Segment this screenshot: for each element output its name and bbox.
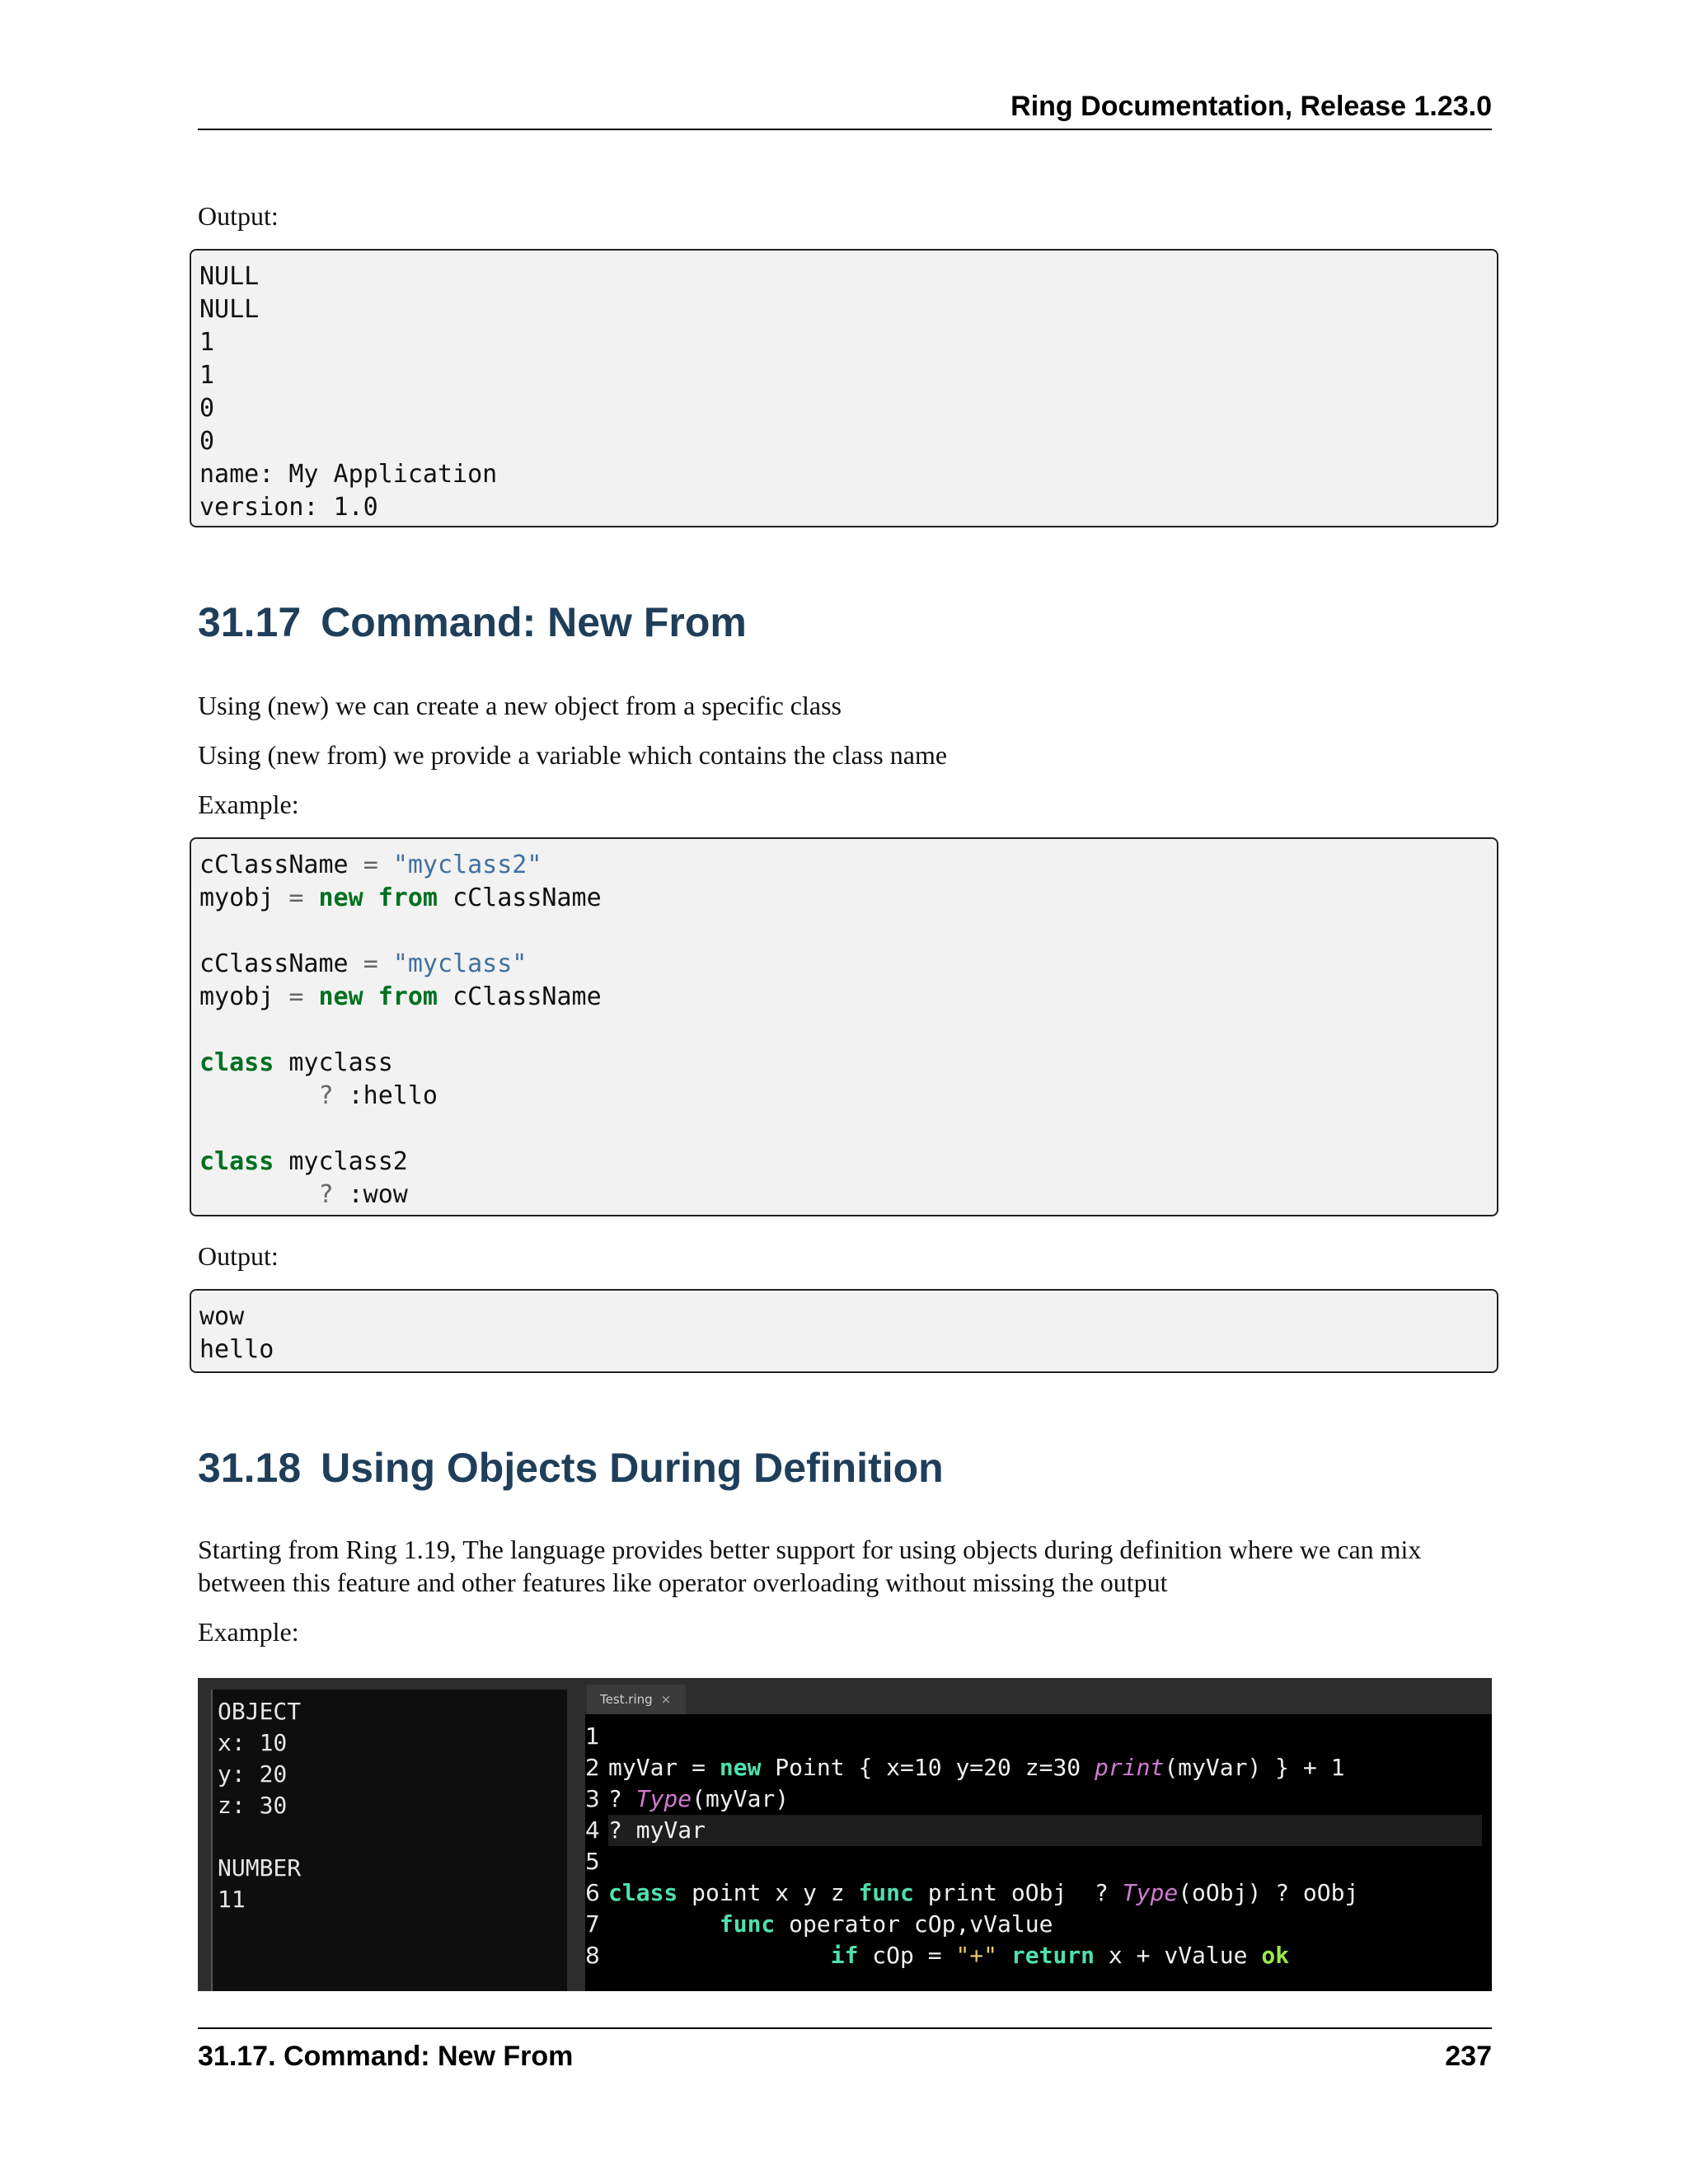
editor-line: 2 myVar = new Point { x=10 y=20 z=30 print(myVar) } + 1 <box>585 1754 1345 1781</box>
running-header: Ring Documentation, Release 1.23.0 <box>1010 91 1492 122</box>
output-line: name: My Application <box>199 460 498 489</box>
code-block <box>190 837 1498 1216</box>
paragraph <box>198 1533 1492 1599</box>
output-pane-text: OBJECT x: 10 y: 20 z: 30 NUMBER 11 <box>218 1698 302 1913</box>
code-text: cClassName = "myclass2" myobj = new from cClassName cClassName = "myclass" myobj = new from cClassName class myclass ? :hello class myclass2 ? :wow <box>199 851 602 1209</box>
paragraph-line: Starting from Ring 1.19, The language provides better support for using objects during definition where we can mix <box>198 1535 1422 1564</box>
example-label: Example: <box>198 1617 299 1647</box>
section-heading <box>198 1444 944 1492</box>
output-line: 1 <box>199 361 215 390</box>
output-line: 1 <box>199 328 215 357</box>
editor-line: 3 ? Type(myVar) <box>585 1785 790 1812</box>
editor-line: 5 <box>585 1848 600 1875</box>
footer-rule <box>198 2027 1492 2029</box>
paragraph-line: between this feature and other features like operator overloading without missing the output <box>198 1568 1168 1597</box>
output-label: Output: <box>198 1241 279 1271</box>
output-line: NULL <box>199 262 260 291</box>
output-line: NULL <box>199 295 260 324</box>
output-line: hello <box>199 1335 274 1364</box>
example-screenshot <box>198 1678 1492 1991</box>
output-box <box>190 1289 1498 1373</box>
editor-line-current: 4 ? myVar <box>585 1815 1492 1846</box>
editor-line: 8 if cOp = "+" return x + vValue ok <box>585 1942 1290 1969</box>
editor-line: 6 class point x y z func print oObj ? Type(oObj) ? oObj <box>585 1879 1359 1906</box>
editor-tab <box>587 1685 686 1714</box>
close-icon: × <box>660 1692 672 1707</box>
editor-line: 7 func operator cOp,vValue <box>585 1910 1053 1938</box>
section-title: Command: New From <box>321 599 747 645</box>
section-number: 31.18 <box>198 1445 302 1491</box>
output-pane <box>211 1690 567 1991</box>
section-number: 31.17 <box>198 599 302 645</box>
output-label: Output: <box>198 201 279 231</box>
tab-label: Test.ring <box>600 1692 653 1707</box>
output-line: 0 <box>199 427 215 456</box>
output-box <box>190 249 1498 527</box>
code-editor <box>585 1714 1492 1991</box>
section-title: Using Objects During Definition <box>321 1445 944 1491</box>
output-line: 0 <box>199 394 215 423</box>
output-line: version: 1.0 <box>199 493 378 522</box>
output-text <box>199 260 1489 524</box>
section-heading <box>198 598 747 646</box>
footer-section: 31.17. Command: New From <box>198 2041 574 2072</box>
header-rule <box>198 129 1492 130</box>
editor-line: 1 <box>585 1722 600 1750</box>
paragraph: Using (new from) we provide a variable which contains the class name <box>198 740 948 770</box>
example-label: Example: <box>198 790 299 819</box>
editor-tab-bar <box>585 1678 1492 1714</box>
output-line: wow <box>199 1302 245 1331</box>
paragraph: Using (new) we can create a new object from a specific class <box>198 691 842 720</box>
page-number: 237 <box>1445 2041 1492 2072</box>
output-text <box>199 1301 1489 1366</box>
